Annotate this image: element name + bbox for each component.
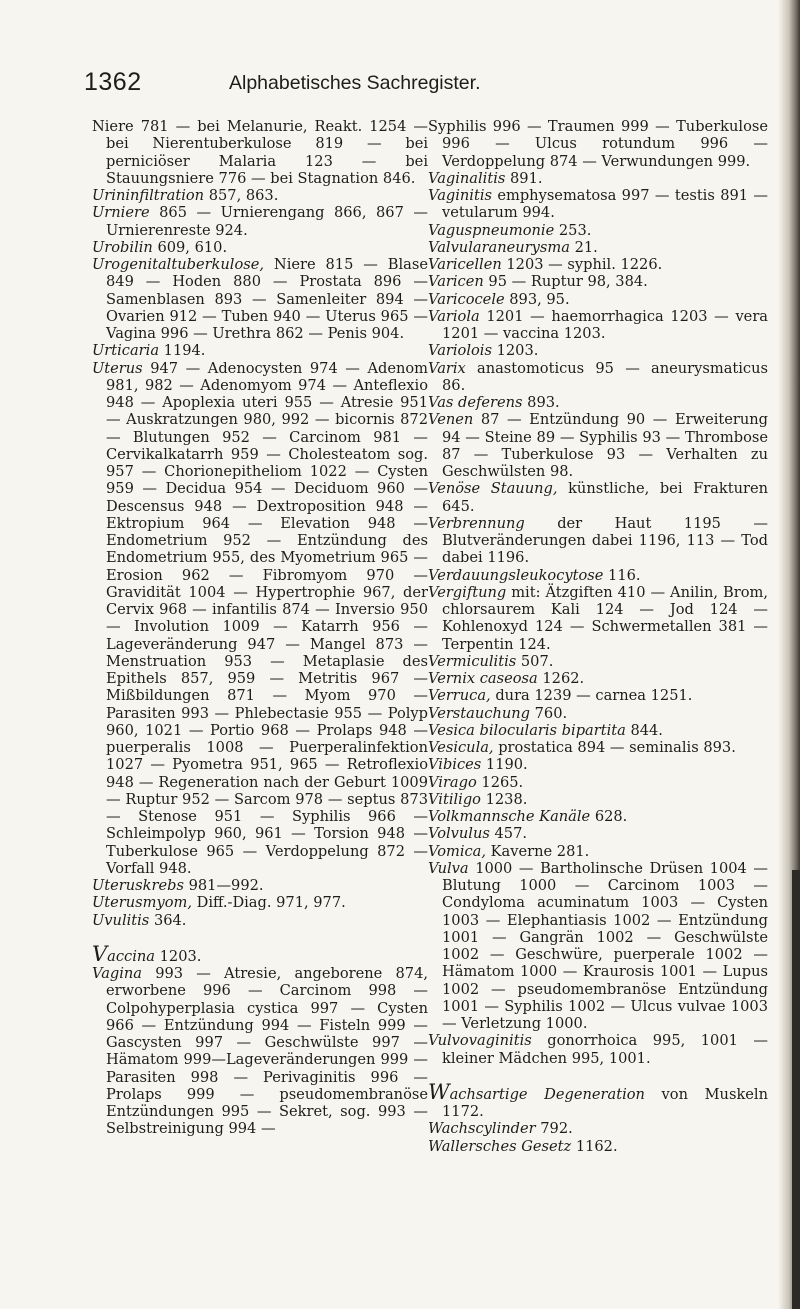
entry-keyword: Vaginalitis: [428, 169, 506, 187]
entry-keyword: Urticaria: [92, 342, 160, 360]
index-entry: [428, 1138, 768, 1155]
entry-keyword: Vitiligo: [428, 790, 481, 808]
entry-text: 1203.: [155, 947, 202, 965]
entry-keyword: Vulva: [428, 859, 469, 877]
page-edge-dark: [792, 870, 800, 1309]
entry-keyword: Varix: [428, 359, 466, 377]
entry-text: 253.: [554, 221, 592, 239]
entry-text: 364.: [149, 911, 187, 929]
entry-keyword: Uterus: [92, 359, 143, 377]
index-entry: [92, 204, 428, 239]
index-entry: [428, 239, 768, 256]
page-header: [84, 68, 704, 102]
running-title: Alphabetisches Sachregister.: [229, 72, 481, 94]
entry-keyword: Volvulus: [428, 825, 490, 843]
entry-keyword: accina: [107, 947, 155, 965]
entry-keyword: Vomica,: [428, 842, 487, 860]
entry-text: mit: Ätzgiften 410 — Anilin, Brom, chlorsaurem Kali 124 — Jod 124 — Kohlenoxyd 124 — Schwermetallen 381 — Terpentin 124.: [442, 583, 768, 653]
index-entry: [428, 480, 768, 515]
entry-text: emphysematosa 997 — testis 891 — vetularum 994.: [442, 187, 768, 222]
index-entry: [428, 756, 768, 773]
entry-text: 507.: [516, 652, 554, 670]
index-entry: [428, 273, 768, 290]
entry-keyword: Vagina: [92, 965, 143, 982]
left-column: [92, 118, 428, 1138]
entry-text: 1000 — Bartholinsche Drüsen 1004 — Blutung 1000 — Carcinom 1003 — Condyloma acuminatum 1003 — Cysten 1003 — Elephantiasis 1002 — Entzündung 1001 — Gangrän 1002 — Geschwülste 1002 — Geschwüre, puerperale 1002 — Hämatom 1000 — Kraurosis 1001 — Lupus 1002 — pseudomembranöse Entzündung 1001 — Syphilis 1002 — Ulcus vulvae 1003 — Verletzung 1000.: [442, 859, 768, 1032]
entry-text: 1162.: [571, 1137, 618, 1155]
entry-text: Niere 815 — Blase 849 — Hoden 880 — Prostata 896 — Samenblasen 893 — Samenleiter 894 — Ovarien 912 — Tuben 940 — Uterus 965 — Vagina 996 — Urethra 862 — Penis 904.: [106, 256, 428, 342]
index-entry: [428, 187, 768, 222]
entry-keyword: Urobilin: [92, 238, 153, 256]
entry-keyword: Urininfiltration: [92, 187, 205, 204]
entry-text: 981—992.: [183, 877, 264, 894]
index-entry: [428, 791, 768, 808]
entry-text: dura 1239 — carnea 1251.: [490, 687, 693, 705]
index-entry: [428, 342, 768, 359]
entry-keyword: Vibices: [428, 756, 482, 774]
entry-keyword: Variolois: [428, 342, 492, 360]
index-entry: [92, 912, 428, 929]
index-entry: [92, 965, 428, 1138]
entry-keyword: Uteruskrebs: [92, 877, 184, 894]
entry-text: Niere 781 — bei Melanurie, Reakt. 1254 — bei Nierentuberkulose 819 — bei perniciöser Malaria 123 — bei Stauungsniere 776 — bei Stagnation 846.: [92, 118, 428, 187]
index-entry: [92, 877, 428, 894]
index-entry: [92, 256, 428, 342]
entry-text: Syphilis 996 — Traumen 999 — Tuberkulose 996 — Ulcus rotundum 996 — Verdoppelung 874 — Verwundungen 999.: [428, 118, 768, 170]
index-entry: [92, 894, 428, 911]
entry-keyword: Vaginitis: [428, 187, 492, 204]
index-entry: [92, 360, 428, 878]
index-entry: [92, 941, 428, 966]
index-entry: [428, 825, 768, 842]
entry-text: 857, 863.: [204, 187, 279, 204]
entry-keyword: Venöse Stauung,: [428, 480, 558, 498]
entry-keyword: Varicocele: [428, 290, 505, 308]
entry-keyword: achsartige Degeneration: [449, 1085, 645, 1103]
index-entry: [428, 705, 768, 722]
index-entry: [428, 774, 768, 791]
index-entry: [428, 739, 768, 756]
entry-keyword: Varicen: [428, 273, 484, 291]
entry-text: künstliche, bei Frakturen 645.: [442, 480, 768, 515]
entry-keyword: Verdauungsleukocytose: [428, 566, 604, 584]
index-entry: [428, 843, 768, 860]
entry-keyword: Varicellen: [428, 256, 502, 273]
entry-text: 891.: [505, 169, 543, 187]
index-entry: [92, 118, 428, 187]
entry-keyword: Valvularaneurysma: [428, 238, 570, 256]
index-entry: [92, 342, 428, 359]
entry-keyword: Vaguspneumonie: [428, 221, 555, 239]
entry-text: 21.: [569, 238, 598, 256]
entry-keyword: Urogenitaltuberkulose,: [92, 256, 265, 273]
entry-keyword: Uterusmyom,: [92, 894, 193, 912]
entry-keyword: Vesicula,: [428, 739, 494, 756]
entry-text: Diff.-Diag. 971, 977.: [192, 894, 346, 912]
index-entry: [428, 722, 768, 739]
index-entry: [428, 118, 768, 170]
entry-keyword: Urniere: [92, 204, 150, 222]
entry-text: der Haut 1195 — Blutveränderungen dabei 1196, 113 — Tod dabei 1196.: [442, 514, 768, 567]
index-entry: [428, 411, 768, 480]
entry-text: 1203.: [491, 342, 539, 360]
entry-text: 844.: [625, 721, 663, 739]
entry-keyword: Vas deferens: [428, 394, 523, 411]
index-entry: [428, 256, 768, 273]
entry-text: 760.: [529, 704, 568, 722]
entry-keyword: Verruca,: [428, 687, 491, 705]
page-number: 1362: [84, 68, 142, 96]
section-letter: V: [92, 941, 108, 966]
entry-text: 87 — Entzündung 90 — Erweiterung 94 — Steine 89 — Syphilis 93 — Thrombose 87 — Tuberkulose 93 — Verhalten zu Geschwülsten 98.: [442, 411, 768, 480]
index-entry: [428, 808, 768, 825]
index-entry: [428, 170, 768, 187]
index-entry: [428, 653, 768, 670]
index-entry: [428, 1120, 768, 1137]
right-column: [428, 118, 768, 1155]
entry-keyword: Vermiculitis: [428, 652, 517, 670]
index-entry: [428, 1032, 768, 1067]
index-entry: [428, 567, 768, 584]
entry-keyword: Virago: [428, 773, 477, 791]
entry-text: 457.: [489, 825, 527, 843]
index-entry: [428, 291, 768, 308]
entry-text: 609, 610.: [152, 238, 228, 256]
index-entry: [428, 394, 768, 411]
index-entry: [428, 1079, 768, 1121]
entry-keyword: Verbrennung: [428, 514, 525, 532]
entry-keyword: Vesica bilocularis bipartita: [428, 721, 626, 739]
index-entry: [428, 515, 768, 567]
section-letter: W: [428, 1079, 450, 1104]
entry-text: 947 — Adenocysten 974 — Adenom 981, 982 — Adenomyom 974 — Anteflexio 948 — Apoplexia uteri 955 — Atresie 951 — Auskratzungen 980, 992 — bicornis 872 — Blutungen 952 — Carcinom 981 — Cervikalkatarrh 959 — Cholesteatom sog. 957 — Chorionepitheliom 1022 — Cysten 959 — Decidua 954 — Deciduom 960 — Descensus 948 — Dextroposition 948 — Ektropium 964 — Elevation 948 — Endometrium 952 — Entzündung des Endometrium 955, des Myometrium 965 — Erosion 962 — Fibromyom 970 — Gravidität 1004 — Hypertrophie 967, der Cervix 968 — infantilis 874 — Inversio 950 — Involution 1009 — Katarrh 956 — Lageveränderung 947 — Mangel 873 — Menstruation 953 — Metaplasie des Epithels 857, 959 — Metritis 967 — Mißbildungen 871 — Myom 970 — Parasiten 993 — Phlebectasie 955 — Polyp 960, 1021 — Portio 968 — Prolaps 948 — puerperalis 1008 — Puerperalinfektion 1027 — Pyometra 951, 965 — Retroflexio 948 — Regeneration nach der Geburt 1009 — Ruptur 952 — Sarcom 978 — septus 873 — Stenose 951 — Syphilis 966 — Schleimpolyp 960, 961 — Torsion 948 — Tuberkulose 965 — Verdoppelung 872 — Vorfall 948.: [106, 359, 428, 877]
index-entry: [428, 670, 768, 687]
entry-text: 95 — Ruptur 98, 384.: [483, 273, 648, 291]
entry-text: 1203 — syphil. 1226.: [501, 256, 663, 273]
entry-keyword: Vernix caseosa: [428, 670, 538, 687]
entry-keyword: Venen: [428, 411, 474, 429]
index-entry: [428, 584, 768, 653]
index-entry: [92, 239, 428, 256]
entry-text: 1201 — haemorrhagica 1203 — vera 1201 — vaccina 1203.: [442, 307, 768, 342]
entry-keyword: Vergiftung: [428, 583, 507, 601]
entry-text: 116.: [603, 566, 641, 584]
entry-text: von Muskeln 1172.: [442, 1085, 768, 1120]
entry-text: 993 — Atresie, angeborene 874, erworbene 996 — Carcinom 998 — Colpohyperplasia cystica 997 — Cysten 966 — Entzündung 994 — Fisteln 999 — Gascysten 997 — Geschwülste 997 —Hämatom 999—Lageveränderungen 999 — Parasiten 998 — Perivaginitis 996 — Prolaps 999 — pseudomembranöse Entzündungen 995 — Sekret, sog. 993 — Selbstreinigung 994 —: [106, 965, 428, 1138]
entry-text: 1190.: [481, 756, 528, 774]
entry-keyword: Uvulitis: [92, 911, 150, 929]
entry-text: 1262.: [537, 670, 585, 687]
index-entry: [92, 187, 428, 204]
index-entry: [428, 860, 768, 1033]
entry-keyword: Wallersches Gesetz: [428, 1137, 572, 1155]
entry-keyword: Vulvovaginitis: [428, 1032, 532, 1050]
index-entry: [428, 687, 768, 704]
entry-text: 792.: [535, 1120, 573, 1138]
entry-keyword: Variola: [428, 307, 480, 325]
entry-text: 1238.: [480, 790, 528, 808]
entry-text: 628.: [590, 808, 628, 825]
index-entry: [428, 222, 768, 239]
index-entry: [428, 360, 768, 395]
entry-text: 1265.: [476, 773, 524, 791]
entry-text: 865 — Urnierengang 866, 867 — Urnierenreste 924.: [106, 204, 428, 239]
entry-text: gonorrhoica 995, 1001 — kleiner Mädchen 995, 1001.: [442, 1032, 768, 1067]
entry-keyword: Verstauchung: [428, 704, 530, 722]
entry-text: prostatica 894 — seminalis 893.: [493, 739, 736, 756]
index-entry: [428, 308, 768, 343]
entry-keyword: Wachscylinder: [428, 1120, 536, 1138]
entry-text: 893.: [522, 394, 560, 411]
entry-text: 1194.: [159, 342, 206, 360]
entry-text: anastomoticus 95 — aneurysmaticus 86.: [442, 359, 768, 394]
entry-text: Kaverne 281.: [486, 842, 590, 860]
entry-keyword: Volkmannsche Kanäle: [428, 808, 591, 825]
entry-text: 893, 95.: [504, 290, 570, 308]
